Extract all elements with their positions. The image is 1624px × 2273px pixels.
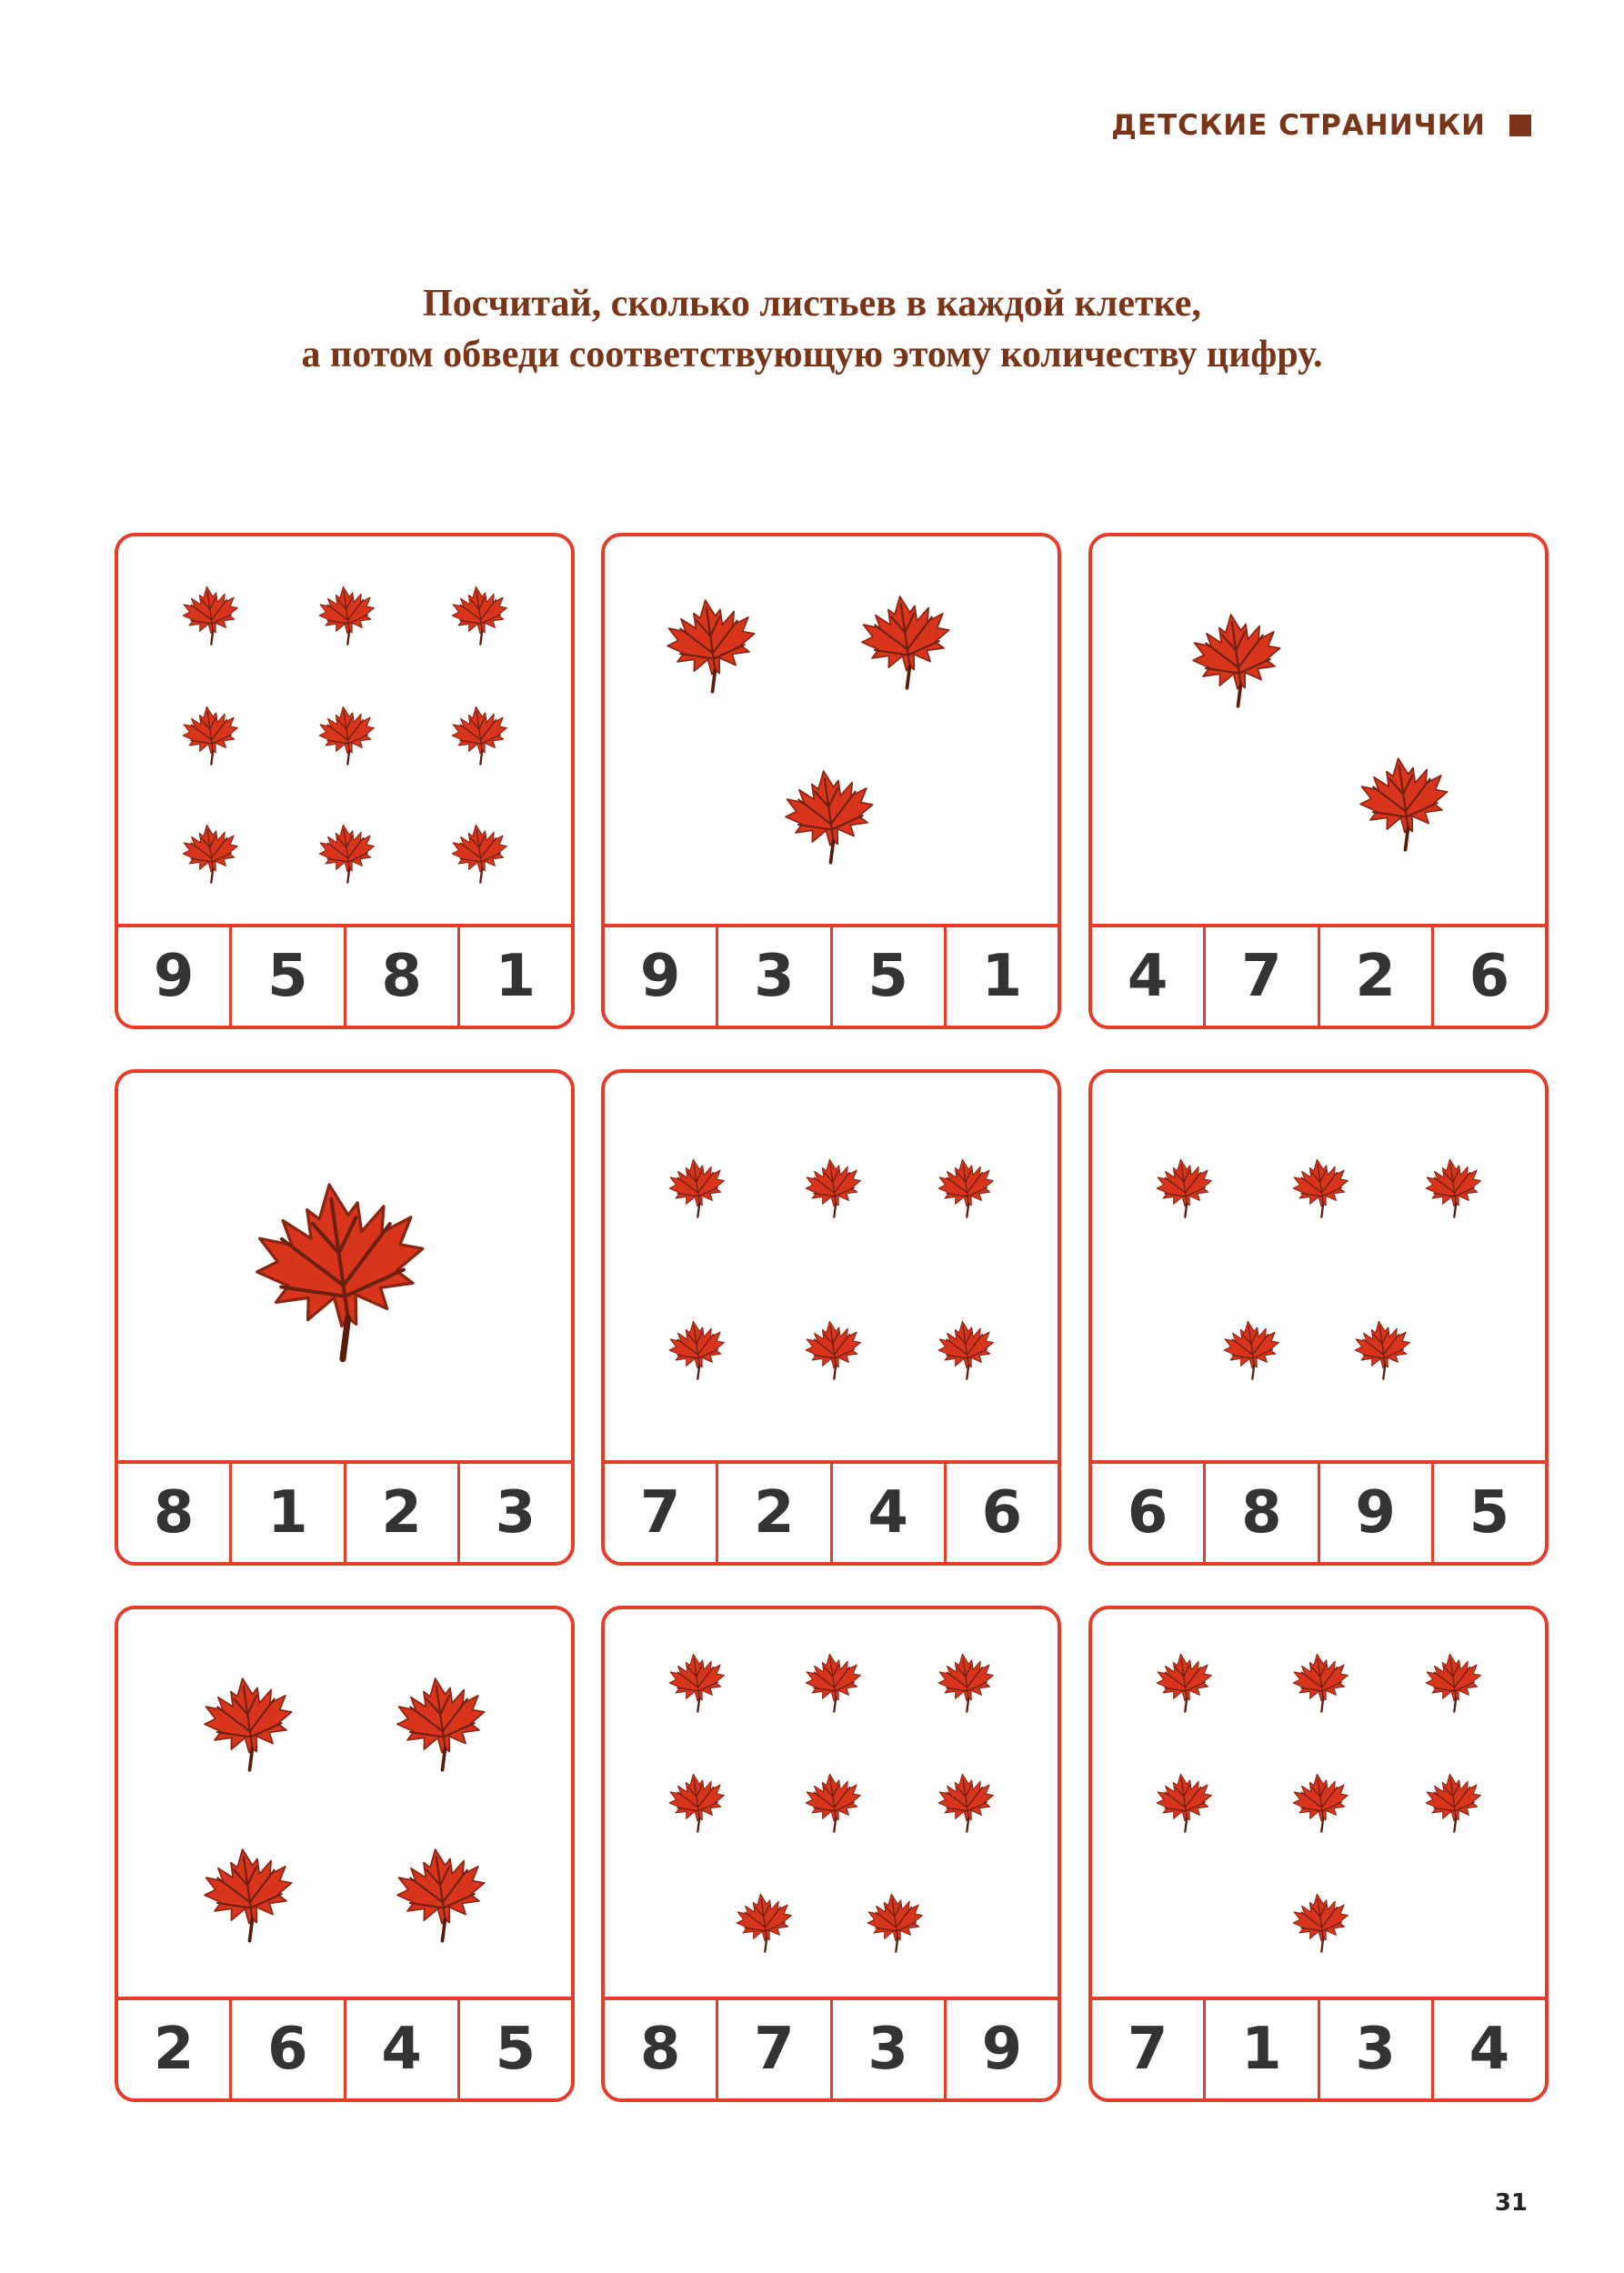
maple-leaf-icon (246, 1173, 436, 1369)
number-option[interactable]: 1 (457, 927, 571, 1026)
leaf-area (118, 536, 571, 927)
leaf-area (118, 1609, 571, 2000)
number-option[interactable]: 5 (1431, 1464, 1545, 1562)
number-option[interactable]: 1 (1203, 2000, 1317, 2098)
maple-leaf-icon (666, 1156, 728, 1220)
number-option[interactable]: 9 (1318, 1464, 1431, 1562)
number-option[interactable]: 6 (1431, 927, 1545, 1026)
number-option[interactable]: 8 (639, 2016, 681, 2083)
maple-leaf-icon (935, 1770, 997, 1835)
number-option[interactable]: 3 (716, 927, 829, 1026)
maple-leaf-icon (179, 583, 242, 647)
maple-leaf-icon (780, 765, 880, 867)
number-option[interactable]: 3 (1318, 2000, 1431, 2098)
answer-options (605, 924, 1058, 1026)
maple-leaf-icon (392, 1672, 492, 1775)
maple-leaf-icon (802, 1317, 865, 1382)
number-option[interactable]: 7 (1203, 927, 1317, 1026)
square-icon (1509, 115, 1531, 136)
maple-leaf-icon (1289, 1770, 1352, 1835)
maple-leaf-icon (316, 821, 378, 886)
maple-leaf-icon (316, 583, 378, 647)
number-option[interactable]: 3 (830, 2000, 944, 2098)
maple-leaf-icon (864, 1890, 927, 1955)
number-option[interactable]: 2 (1318, 927, 1431, 1026)
maple-leaf-icon (662, 594, 762, 696)
counting-card-1 (115, 533, 575, 1029)
number-option[interactable]: 8 (153, 1479, 195, 1547)
maple-leaf-icon (392, 1843, 492, 1946)
leaf-area (605, 536, 1058, 927)
number-option[interactable]: 9 (153, 943, 195, 1010)
maple-leaf-icon (1422, 1156, 1485, 1220)
maple-leaf-icon (1289, 1890, 1352, 1955)
counting-card-7 (115, 1606, 575, 2102)
maple-leaf-icon (448, 821, 511, 886)
counting-card-9 (1088, 1606, 1549, 2102)
maple-leaf-icon (1351, 1317, 1414, 1382)
number-option[interactable]: 2 (716, 1464, 829, 1562)
number-option[interactable]: 9 (639, 943, 681, 1010)
number-option[interactable]: 3 (457, 1464, 571, 1562)
maple-leaf-icon (802, 1770, 865, 1835)
number-option[interactable]: 4 (344, 2000, 457, 2098)
number-option[interactable]: 1 (229, 1464, 343, 1562)
answer-options (1092, 1997, 1545, 2098)
instructions-line-1: Посчитай, сколько листьев в каждой клетке, (423, 283, 1201, 325)
leaf-area (1092, 1609, 1545, 2000)
number-option[interactable]: 4 (830, 1464, 944, 1562)
leaf-area (1092, 1073, 1545, 1464)
instructions-line-2: а потом обведи соответствующую этому количеству цифру. (301, 334, 1323, 375)
answer-options (118, 924, 571, 1026)
maple-leaf-icon (666, 1650, 728, 1715)
counting-card-8 (601, 1606, 1061, 2102)
page-header (1111, 109, 1531, 142)
number-option[interactable]: 6 (1127, 1479, 1168, 1547)
maple-leaf-icon (316, 703, 378, 767)
maple-leaf-icon (179, 821, 242, 886)
number-option[interactable]: 8 (344, 927, 457, 1026)
number-option[interactable]: 5 (457, 2000, 571, 2098)
leaf-area (605, 1609, 1058, 2000)
leaf-area (605, 1073, 1058, 1464)
number-option[interactable]: 2 (153, 2016, 195, 2083)
maple-leaf-icon (1422, 1770, 1485, 1835)
leaf-area (1092, 536, 1545, 927)
section-title: ДЕТСКИЕ СТРАНИЧКИ (1111, 109, 1486, 142)
maple-leaf-icon (935, 1317, 997, 1382)
maple-leaf-icon (179, 703, 242, 767)
number-option[interactable]: 7 (639, 1479, 681, 1547)
number-option[interactable]: 2 (344, 1464, 457, 1562)
maple-leaf-icon (666, 1770, 728, 1835)
maple-leaf-icon (1220, 1317, 1283, 1382)
number-option[interactable]: 8 (1203, 1464, 1317, 1562)
number-option[interactable]: 7 (1127, 2016, 1168, 2083)
answer-options (1092, 924, 1545, 1026)
maple-leaf-icon (666, 1317, 728, 1382)
number-option[interactable]: 7 (716, 2000, 829, 2098)
number-option[interactable]: 5 (229, 927, 343, 1026)
maple-leaf-icon (935, 1156, 997, 1220)
answer-options (118, 1997, 571, 2098)
counting-card-6 (1088, 1069, 1549, 1566)
maple-leaf-icon (857, 590, 957, 693)
number-option[interactable]: 9 (944, 2000, 1058, 2098)
maple-leaf-icon (448, 583, 511, 647)
maple-leaf-icon (1153, 1650, 1216, 1715)
maple-leaf-icon (802, 1650, 865, 1715)
answer-options (605, 1997, 1058, 2098)
number-option[interactable]: 6 (944, 1464, 1058, 1562)
maple-leaf-icon (1153, 1156, 1216, 1220)
counting-card-3 (1088, 533, 1549, 1029)
counting-card-2 (601, 533, 1061, 1029)
maple-leaf-icon (1289, 1650, 1352, 1715)
task-instructions (0, 278, 1624, 380)
answer-options (118, 1460, 571, 1562)
number-option[interactable]: 6 (229, 2000, 343, 2098)
leaf-area (118, 1073, 571, 1464)
counting-card-5 (601, 1069, 1061, 1566)
maple-leaf-icon (1188, 608, 1288, 711)
maple-leaf-icon (1422, 1650, 1485, 1715)
answer-options (605, 1460, 1058, 1562)
number-option[interactable]: 4 (1127, 943, 1168, 1010)
maple-leaf-icon (1153, 1770, 1216, 1835)
maple-leaf-icon (1289, 1156, 1352, 1220)
number-option[interactable]: 4 (1431, 2000, 1545, 2098)
maple-leaf-icon (199, 1843, 299, 1946)
counting-card-4 (115, 1069, 575, 1566)
maple-leaf-icon (935, 1650, 997, 1715)
page-number: 31 (1494, 2189, 1528, 2217)
maple-leaf-icon (199, 1672, 299, 1775)
maple-leaf-icon (1355, 752, 1455, 855)
answer-options (1092, 1460, 1545, 1562)
maple-leaf-icon (802, 1156, 865, 1220)
maple-leaf-icon (733, 1890, 796, 1955)
maple-leaf-icon (448, 703, 511, 767)
number-option[interactable]: 5 (830, 927, 944, 1026)
number-option[interactable]: 1 (944, 927, 1058, 1026)
